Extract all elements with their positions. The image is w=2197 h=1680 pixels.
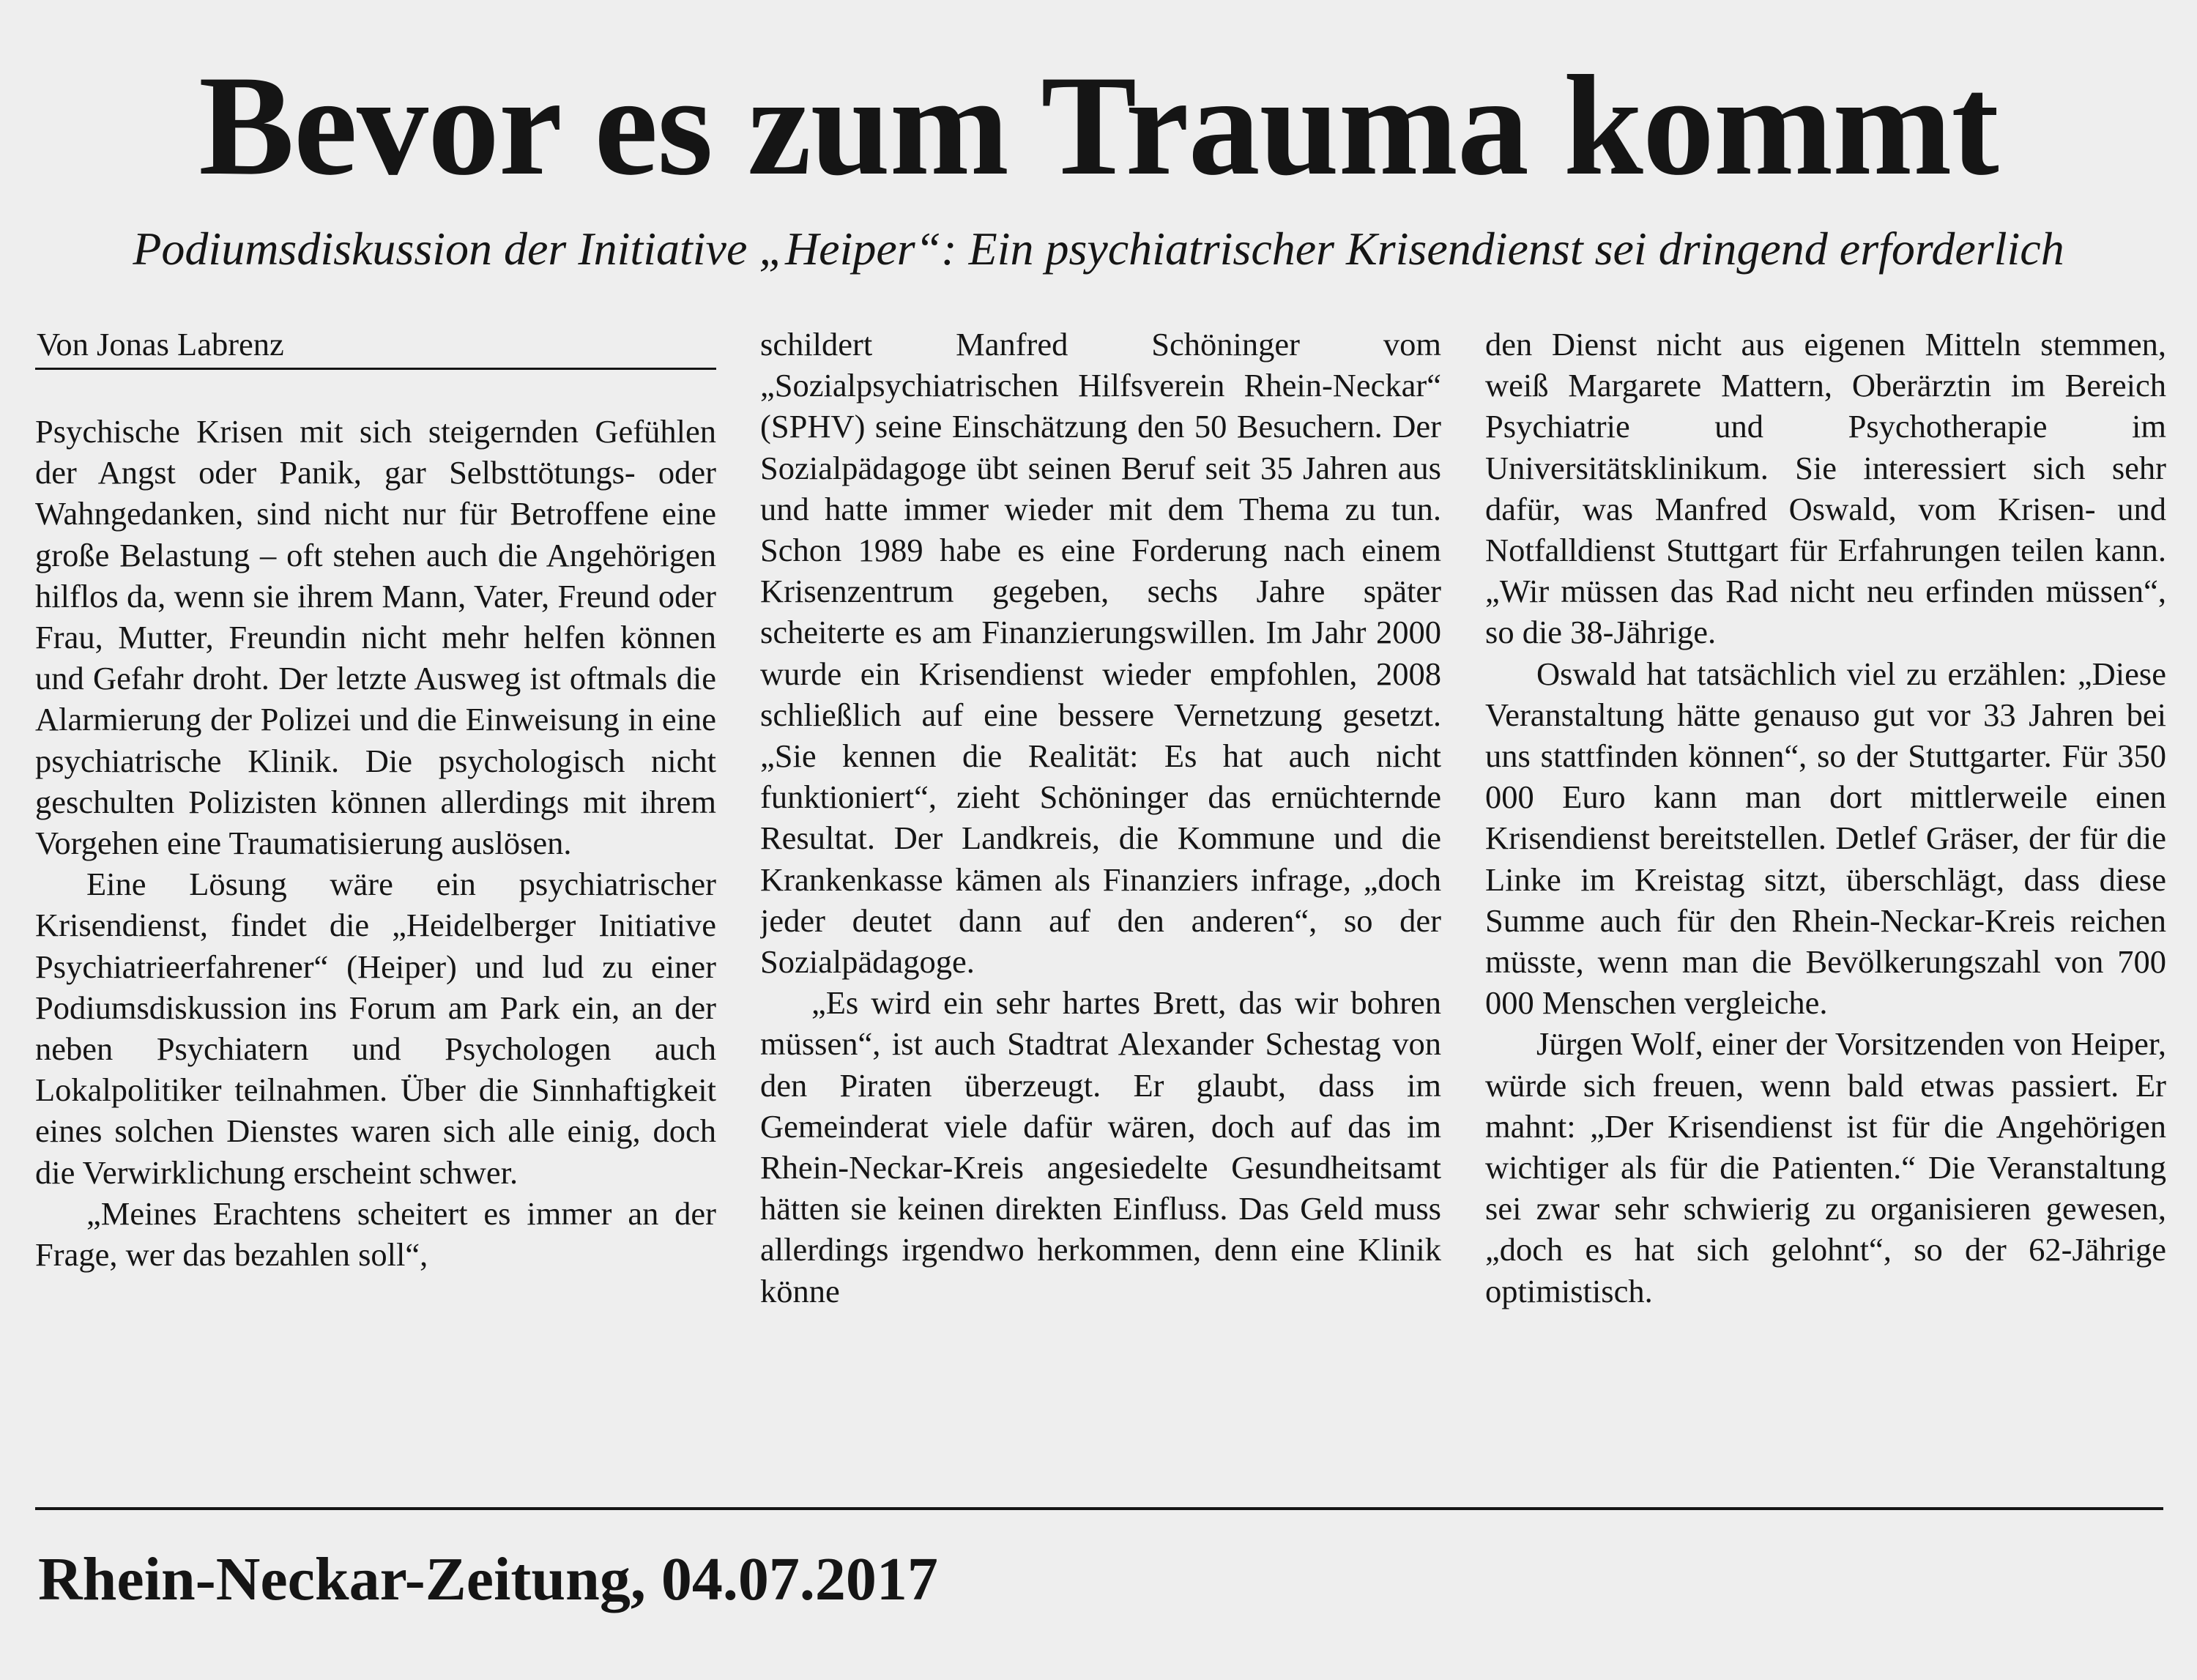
footer-divider — [35, 1507, 2163, 1510]
article-column-1 — [35, 324, 716, 1488]
byline: Von Jonas Labrenz — [35, 324, 716, 370]
paragraph: den Dienst nicht aus eigenen Mitteln stemmen, weiß Margarete Mattern, Oberärztin im Bereich Psychiatrie und Psychotherapie im Universitätsklinikum. Sie interessiert sich sehr dafür, was Manfred Oswald, vom Krisen- und Notfalldienst Stuttgart für Erfahrungen teilen kann. „Wir müssen das Rad nicht neu erfinden müssen“, so die 38-Jährige. — [1485, 326, 2166, 651]
paragraph: „Es wird ein sehr hartes Brett, das wir bohren müssen“, ist auch Stadtrat Alexander Schestag von den Piraten überzeugt. Er glaubt, dass im Gemeinderat viele dafür wären, doch auf das im Rhein-Neckar-Kreis angesiedelte Gesundheitsamt hätten sie keinen direkten Einfluss. Das Geld muss allerdings irgendwo herkommen, denn eine Klinik könne — [760, 984, 1441, 1309]
paragraph: Oswald hat tatsächlich viel zu erzählen: „Diese Veranstaltung hätte genauso gut vor 33 Jahren bei uns stattfinden können“, so der Stuttgarter. Für 350 000 Euro kann man dort mittlerweile einen Krisendienst bereitstellen. Detlef Gräser, der für die Linke im Kreistag sitzt, überschlägt, dass diese Summe auch für den Rhein-Neckar-Kreis reichen müsste, wenn man die Bevölkerungszahl von 700 000 Menschen vergleiche. — [1485, 655, 2166, 1022]
paragraph: schildert Manfred Schöninger vom „Sozialpsychiatrischen Hilfsverein Rhein-Neckar“ (SPHV) seine Einschätzung den 50 Besuchern. Der Sozialpädagoge übt seinen Beruf seit 35 Jahren aus und hatte immer wieder mit dem Thema zu tun. Schon 1989 habe es eine Forderung nach einem Krisenzentrum gegeben, sechs Jahre später scheiterte es am Finanzierungswillen. Im Jahr 2000 wurde ein Krisendienst wieder empfohlen, 2008 schließlich auf eine bessere Vernetzung gesetzt. „Sie kennen die Realität: Es hat auch nicht funktioniert“, zieht Schöninger das ernüchternde Resultat. Der Landkreis, die Kommune und die Krankenkasse kämen als Finanziers infrage, „doch jeder deutet dann auf den anderen“, so der Sozialpädagoge. — [760, 326, 1441, 981]
source-citation: Rhein-Neckar-Zeitung, 04.07.2017 — [38, 1545, 938, 1613]
headline: Bevor es zum Trauma kommt — [198, 46, 1999, 205]
paragraph: Jürgen Wolf, einer der Vorsitzenden von Heiper, würde sich freuen, wenn bald etwas passiert. Er mahnt: „Der Krisendienst ist für die Angehörigen wichtiger als für die Patienten.“ Die Veranstaltung sei zwar sehr schwierig zu organisieren gewesen, „doch es hat sich gelohnt“, so der 62-Jährige optimistisch. — [1485, 1025, 2166, 1309]
paragraph: „Meines Erachtens scheitert es immer an der Frage, wer das bezahlen soll“, — [35, 1194, 716, 1274]
paragraph: Psychische Krisen mit sich steigernden Gefühlen der Angst oder Panik, gar Selbsttötungs- oder Wahngedanken, sind nicht nur für Betroffene eine große Belastung – oft stehen auch die Angehörigen hilflos da, wenn sie ihrem Mann, Vater, Freund oder Frau, Mutter, Freundin nicht mehr helfen können und Gefahr droht. Der letzte Ausweg ist oftmals die Alarmierung der Polizei und die Einweisung in eine psychiatrische Klinik. Die psychologisch nicht geschulten Polizisten können allerdings mit ihrem Vorgehen eine Traumatisierung auslösen. — [35, 413, 716, 862]
article-body — [35, 324, 2166, 1488]
paragraph: Eine Lösung wäre ein psychiatrischer Krisendienst, findet die „Heidelberger Initiative Psychiatrieerfahrener“ (Heiper) und lud zu einer Podiumsdiskussion ins Forum am Park ein, an der neben Psychiatern und Psychologen auch Lokalpolitiker teilnahmen. Über die Sinnhaftigkeit eines solchen Dienstes waren sich alle einig, doch die Verwirklichung erscheint schwer. — [35, 866, 716, 1191]
article-column-3 — [1485, 324, 2166, 1488]
subheadline: Podiumsdiskussion der Initiative „Heiper“: Ein psychiatrischer Krisendienst sei dringend erforderlich — [133, 223, 2064, 275]
article-column-2 — [760, 324, 1441, 1488]
